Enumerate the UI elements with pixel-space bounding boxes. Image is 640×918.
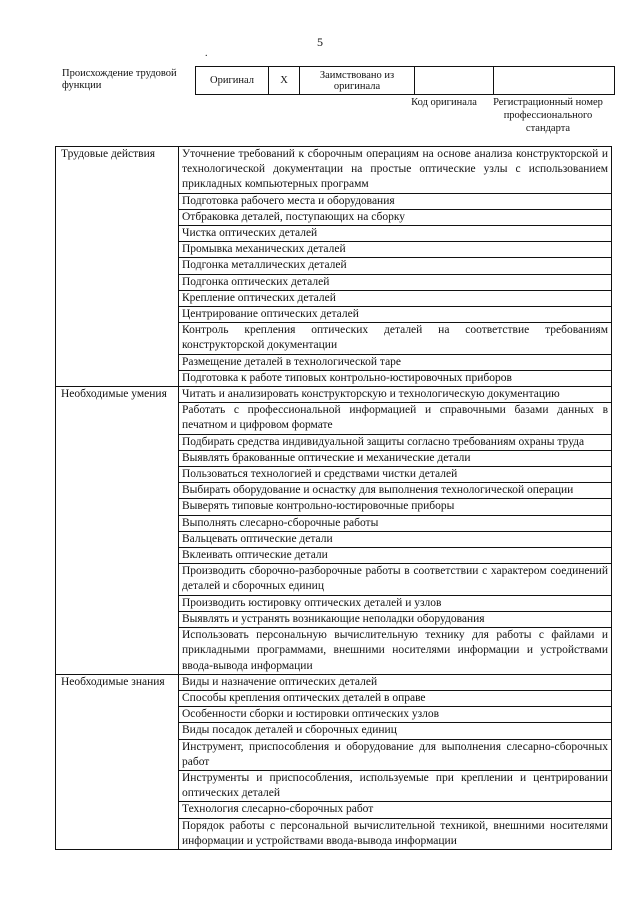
section-item: Размещение деталей в технологической таре xyxy=(179,354,612,370)
section-item: Выполнять слесарно-сборочные работы xyxy=(179,515,612,531)
section-item: Производить юстировку оптических деталей и узлов xyxy=(179,595,612,611)
section-item: Вальцевать оптические детали xyxy=(179,531,612,547)
section-item: Выявлять и устранять возникающие неполадки оборудования xyxy=(179,611,612,627)
section-item: Контроль крепления оптических деталей на соответствие требованиям конструкторской документации xyxy=(179,323,612,354)
table-row xyxy=(56,147,612,194)
reg-number-caption: Регистрационный номер профессионального стандарта xyxy=(493,97,603,134)
origin-label: Происхождение трудовой функции xyxy=(62,68,177,91)
section-item: Подгонка металлических деталей xyxy=(179,258,612,274)
code-cell xyxy=(415,67,494,95)
scan-dot: . xyxy=(205,48,208,59)
section-item: Выявлять бракованные оптические и механические детали xyxy=(179,450,612,466)
section-item: Инструменты и приспособления, используемые при креплении и центрировании оптических деталей xyxy=(179,770,612,801)
section-item: Пользоваться технологией и средствами чистки деталей xyxy=(179,467,612,483)
section-item: Выверять типовые контрольно-юстировочные приборы xyxy=(179,499,612,515)
section-item: Виды и назначение оптических деталей xyxy=(179,674,612,690)
section-item: Подгонка оптических деталей xyxy=(179,274,612,290)
section-item: Виды посадок деталей и сборочных единиц xyxy=(179,723,612,739)
function-table xyxy=(55,146,612,850)
section-item: Инструмент, приспособления и оборудование для выполнения слесарно-сборочных работ xyxy=(179,739,612,770)
code-caption: Код оригинала xyxy=(411,97,477,108)
section-item: Использовать персональную вычислительную технику для работы с файлами и прикладными программами, внешними носителями информации и устройствами ввода-вывода информации xyxy=(179,628,612,675)
section-title: Необходимые знания xyxy=(56,674,179,849)
section-item: Порядок работы с персональной вычислительной техникой, внешними носителями информации и устройствами ввода-вывода информации xyxy=(179,818,612,849)
reg-number-cell xyxy=(494,67,615,95)
section-item: Подбирать средства индивидуальной защиты согласно требованиям охраны труда xyxy=(179,434,612,450)
section-item: Выбирать оборудование и оснастку для выполнения технологической операции xyxy=(179,483,612,499)
section-item: Вклеивать оптические детали xyxy=(179,548,612,564)
section-title: Трудовые действия xyxy=(56,147,179,387)
borrowed-cell: Заимствовано из оригинала xyxy=(300,67,415,95)
section-title: Необходимые умения xyxy=(56,387,179,675)
section-item: Подготовка к работе типовых контрольно-юстировочных приборов xyxy=(179,370,612,386)
section-item: Читать и анализировать конструкторскую и технологическую документацию xyxy=(179,387,612,403)
section-item: Особенности сборки и юстировки оптических узлов xyxy=(179,707,612,723)
section-item: Работать с профессиональной информацией и справочными базами данных в печатном и цифровом формате xyxy=(179,403,612,434)
origin-table xyxy=(195,66,615,95)
section-item: Промывка механических деталей xyxy=(179,242,612,258)
section-item: Отбраковка деталей, поступающих на сборку xyxy=(179,209,612,225)
section-item: Подготовка рабочего места и оборудования xyxy=(179,193,612,209)
section-item: Технология слесарно-сборочных работ xyxy=(179,802,612,818)
page-number: 5 xyxy=(317,35,323,49)
table-row xyxy=(56,674,612,690)
section-item: Крепление оптических деталей xyxy=(179,290,612,306)
section-item: Производить сборочно-разборочные работы в соответствии с характером соединений деталей и сборочных единиц xyxy=(179,564,612,595)
section-item: Центрирование оптических деталей xyxy=(179,307,612,323)
section-item: Уточнение требований к сборочным операциям на основе анализа конструкторской и технологической документации на простые оптические узлы с использованием прикладных компьютерных программ xyxy=(179,147,612,194)
section-item: Чистка оптических деталей xyxy=(179,226,612,242)
original-cell: Оригинал xyxy=(196,67,269,95)
table-row xyxy=(56,387,612,403)
original-mark: X xyxy=(269,67,300,95)
section-item: Способы крепления оптических деталей в оправе xyxy=(179,690,612,706)
